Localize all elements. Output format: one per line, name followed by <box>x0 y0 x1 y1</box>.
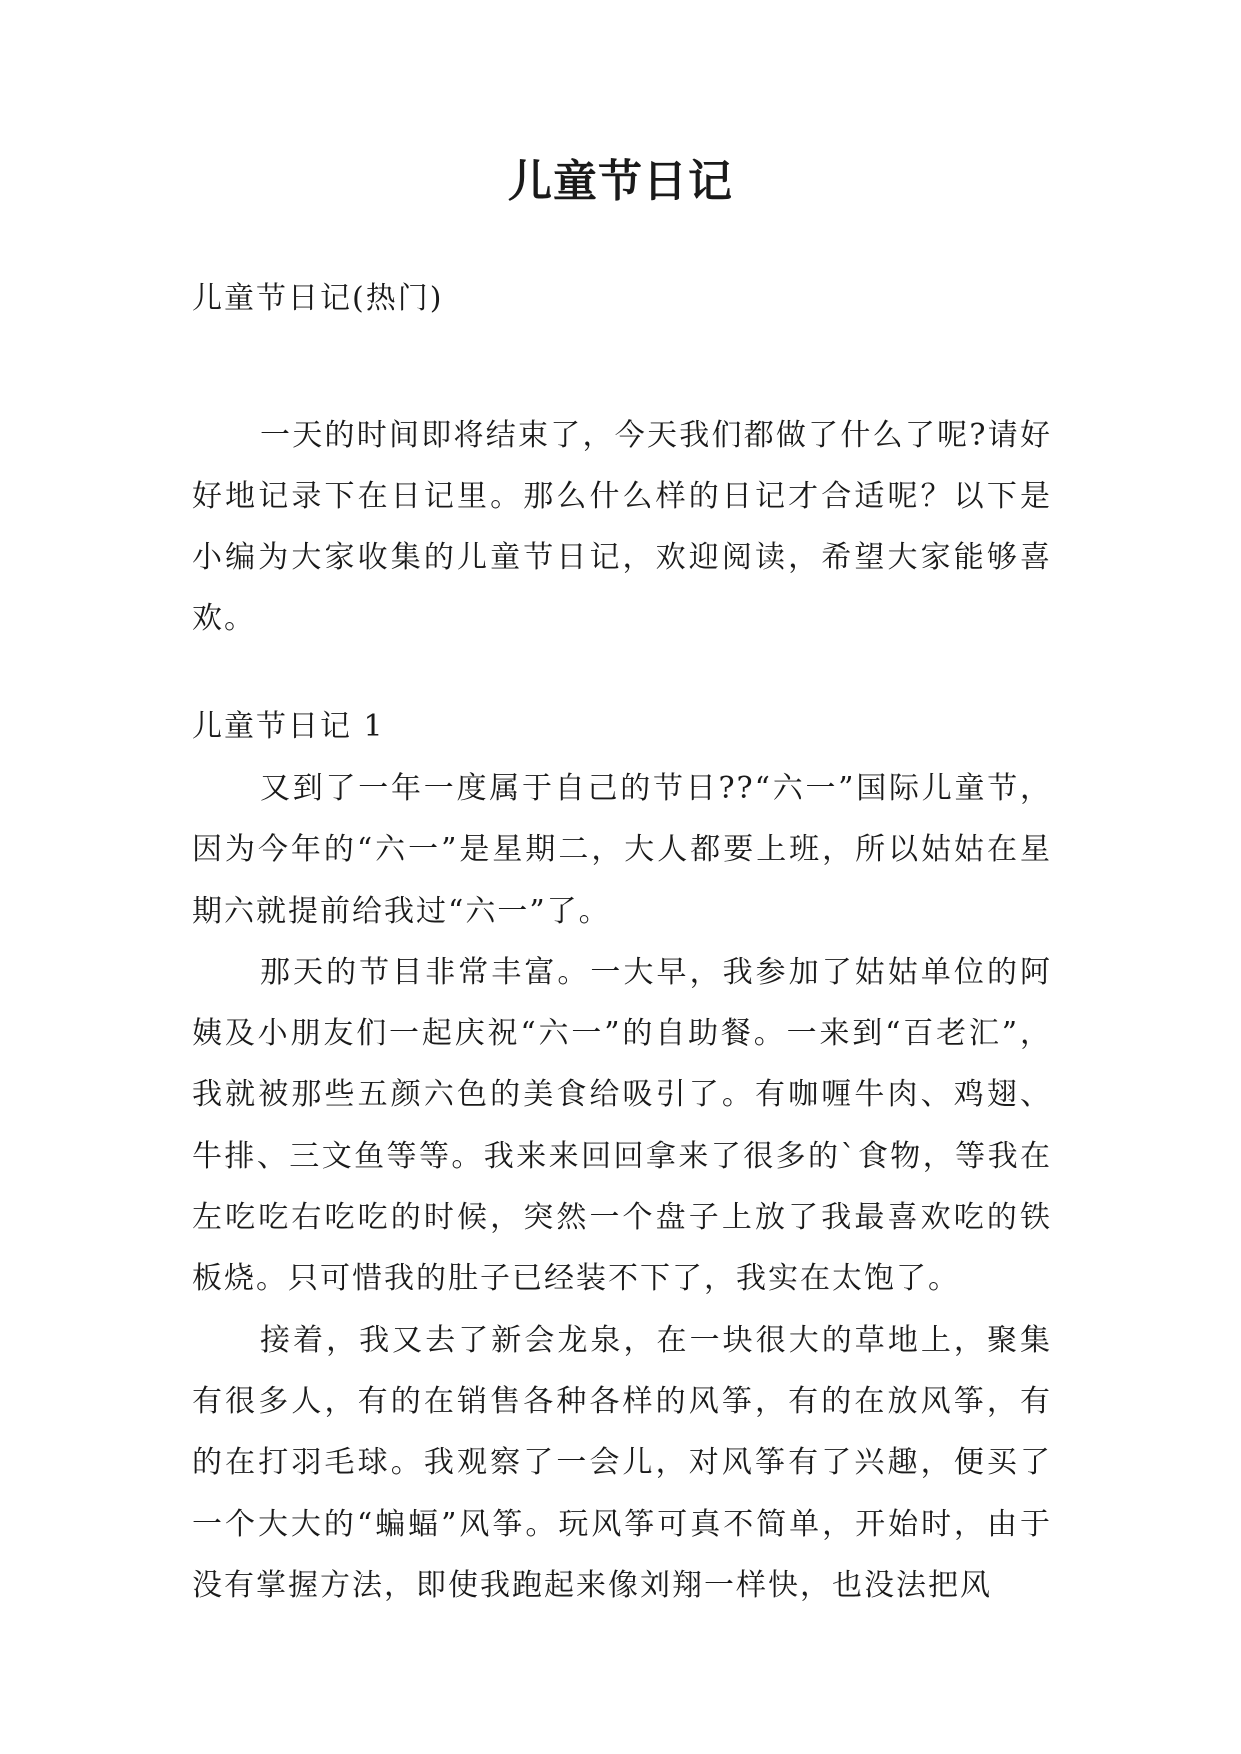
diary-paragraph-1: 又到了一年一度属于自己的节日??“六一”国际儿童节，因为今年的“六一”是星期二，大人都要上班，所以姑姑在星期六就提前给我过“六一”了。 <box>192 771 1052 929</box>
intro-paragraph: 一天的时间即将结束了，今天我们都做了什么了呢?请好好地记录下在日记里。那么什么样的日记才合适呢？以下是小编为大家收集的儿童节日记，欢迎阅读，希望大家能够喜欢。 <box>192 418 1052 636</box>
section-heading: 儿童节日记 1 <box>192 709 385 744</box>
document-subtitle: 儿童节日记(热门) <box>192 281 444 316</box>
diary-body <box>192 758 1052 1616</box>
intro-section <box>192 405 1052 649</box>
document-title: 儿童节日记 <box>508 156 733 207</box>
diary-paragraph-3: 接着，我又去了新会龙泉，在一块很大的草地上，聚集有很多人，有的在销售各种各样的风筝，有的在放风筝，有的在打羽毛球。我观察了一会儿，对风筝有了兴趣，便买了一个大大的“蝙蝠”风筝。玩风筝可真不简单，开始时，由于没有掌握方法，即使我跑起来像刘翔一样快，也没法把风 <box>192 1322 1052 1603</box>
diary-paragraph-2: 那天的节目非常丰富。一大早，我参加了姑姑单位的阿姨及小朋友们一起庆祝“六一”的自助餐。一来到“百老汇”，我就被那些五颜六色的美食给吸引了。有咖喱牛肉、鸡翅、牛排、三文鱼等等。我来来回回拿来了很多的`食物，等我在左吃吃右吃吃的时候，突然一个盘子上放了我最喜欢吃的铁板烧。只可惜我的肚子已经装不下了，我实在太饱了。 <box>192 954 1052 1297</box>
